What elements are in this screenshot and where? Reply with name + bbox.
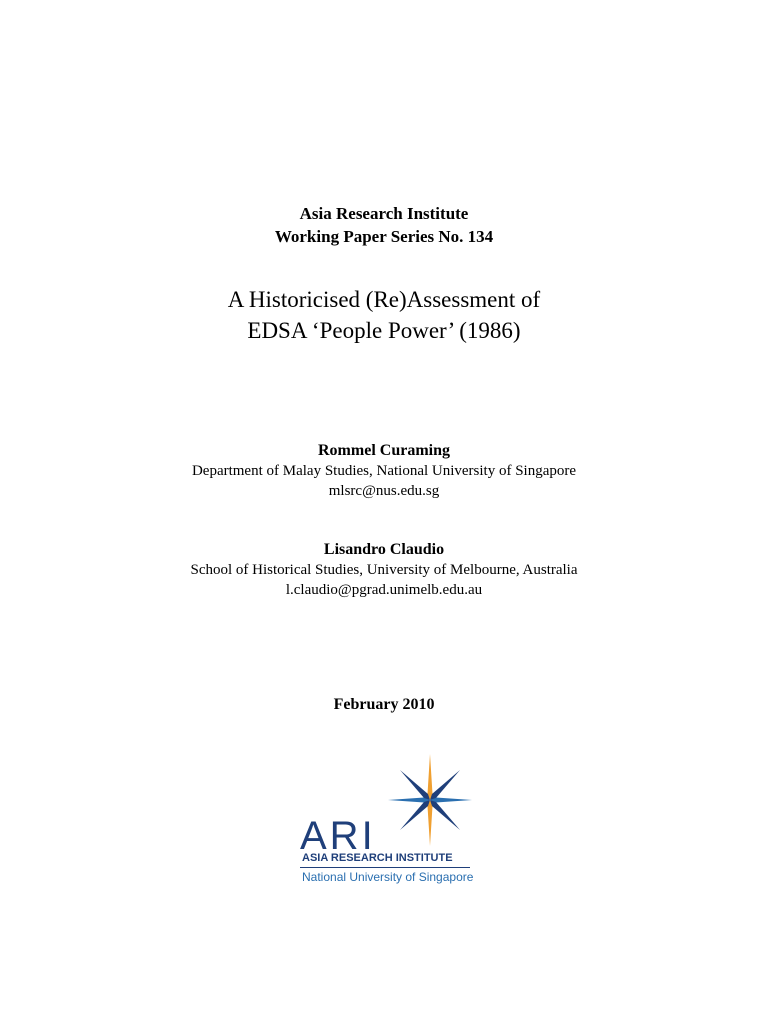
logo-divider	[300, 867, 470, 868]
paper-title	[0, 284, 768, 346]
series-header	[0, 202, 768, 248]
series-number: Working Paper Series No. 134	[274, 227, 494, 246]
author-affiliation: Department of Malay Studies, National University of Singapore	[191, 463, 577, 479]
ari-logo	[290, 750, 480, 890]
author-email: mlsrc@nus.edu.sg	[328, 483, 440, 499]
logo-university: National University of Singapore	[302, 870, 474, 884]
logo-institute-name: ASIA RESEARCH INSTITUTE	[302, 852, 453, 864]
institute-name: Asia Research Institute	[299, 204, 469, 223]
author-email: l.claudio@pgrad.unimelb.edu.au	[285, 582, 483, 598]
author-affiliation: School of Historical Studies, University of Melbourne, Australia	[190, 562, 578, 578]
author-block-2	[0, 540, 768, 600]
logo-acronym: ARI	[300, 814, 376, 858]
author-block-1	[0, 441, 768, 501]
publication-date: February 2010	[333, 696, 435, 713]
author-name: Rommel Curaming	[318, 442, 450, 459]
title-line-1: A Historicised (Re)Assessment of	[227, 287, 541, 312]
author-name: Lisandro Claudio	[323, 541, 445, 558]
title-line-2: EDSA ‘People Power’ (1986)	[247, 318, 521, 343]
